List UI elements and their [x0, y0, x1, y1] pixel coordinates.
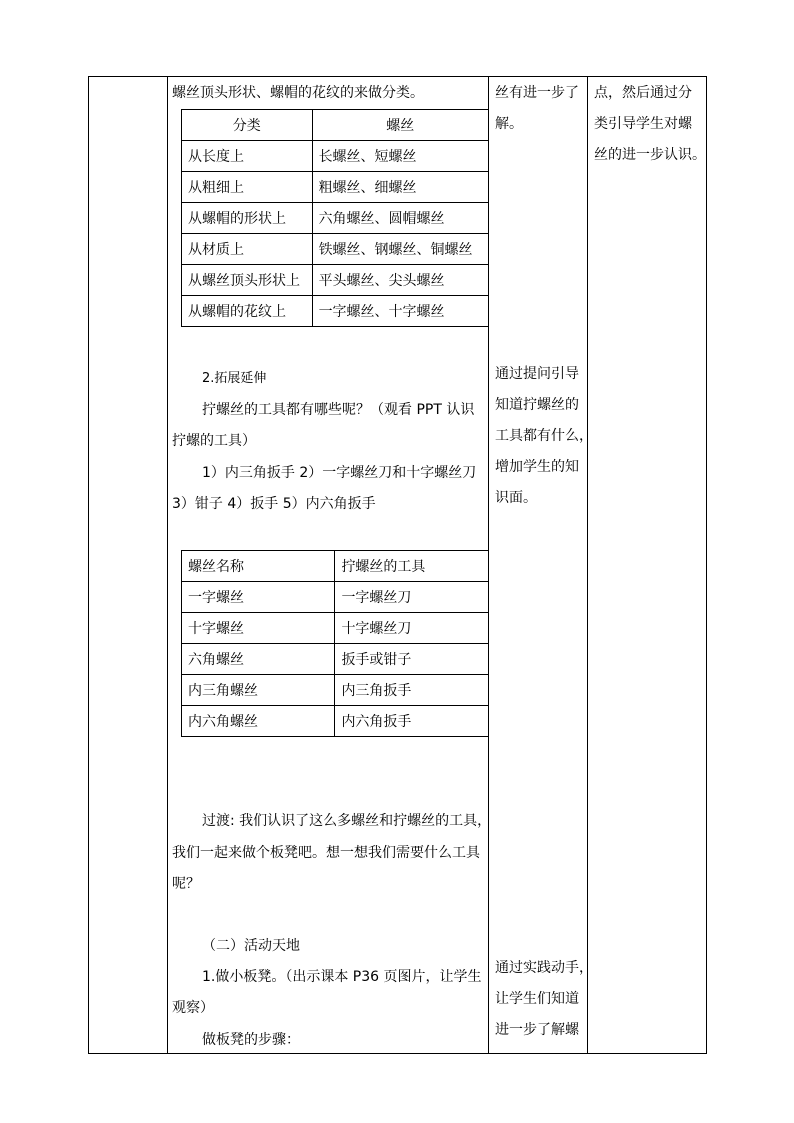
transition-line-2: 我们一起来做个板凳吧。想一想我们需要什么工具	[172, 845, 480, 861]
note-col3-line: 通过实践动手，	[495, 960, 593, 976]
tools-table	[181, 550, 489, 737]
table-row	[182, 141, 489, 172]
activity-line-1: 1.做小板凳。（出示课本 P36 页图片，让学生	[202, 969, 482, 985]
classification-table	[181, 109, 489, 327]
table-row	[182, 613, 489, 644]
table-cell: 内六角螺丝	[182, 706, 335, 737]
note-col3-line: 识面。	[495, 490, 537, 506]
table-cell: 从螺帽的花纹上	[182, 296, 313, 327]
activity-line-2: 观察）	[172, 1000, 214, 1016]
table-cell: 十字螺丝	[182, 613, 335, 644]
table-cell: 粗螺丝、细螺丝	[312, 172, 488, 203]
note-col3-line: 通过提问引导	[495, 366, 579, 382]
note-col3-line: 知道拧螺丝的	[495, 397, 579, 413]
table-header-cell: 分类	[182, 110, 313, 141]
column-divider-3	[587, 76, 588, 1054]
steps-label: 做板凳的步骤：	[202, 1032, 300, 1048]
table-cell: 扳手或钳子	[335, 644, 489, 675]
activity-heading: （二）活动天地	[202, 938, 300, 954]
transition-line-1: 过渡: 我们认识了这么多螺丝和拧螺丝的工具，	[202, 813, 492, 829]
table-cell: 一字螺丝刀	[335, 582, 489, 613]
table-cell: 长螺丝、短螺丝	[312, 141, 488, 172]
table-cell: 内三角螺丝	[182, 675, 335, 706]
tools-line-2: 3）钳子 4）扳手 5）内六角扳手	[172, 496, 376, 512]
intro-line: 螺丝顶头形状、螺帽的花纹的来做分类。	[172, 85, 424, 101]
table-row	[182, 234, 489, 265]
table-cell: 从粗细上	[182, 172, 313, 203]
note-col3-line: 进一步了解螺	[495, 1022, 579, 1038]
table-cell: 从螺丝顶头形状上	[182, 265, 313, 296]
tools-line-1: 1）内三角扳手 2）一字螺丝刀和十字螺丝刀	[202, 465, 477, 481]
table-row	[182, 265, 489, 296]
table-row	[182, 203, 489, 234]
note-col3-line: 工具都有什么，	[495, 428, 593, 444]
table-row	[182, 644, 489, 675]
note-col3-line: 解。	[495, 116, 523, 132]
table-cell: 内六角扳手	[335, 706, 489, 737]
table-header-cell: 螺丝名称	[182, 551, 335, 582]
table-header-row	[182, 551, 489, 582]
table-header-row	[182, 110, 489, 141]
transition-line-3: 呢？	[172, 876, 200, 892]
table-cell: 十字螺丝刀	[335, 613, 489, 644]
extend-heading: 2.拓展延伸	[202, 371, 267, 386]
table-cell: 平头螺丝、尖头螺丝	[312, 265, 488, 296]
note-col4-line: 点，然后通过分	[594, 85, 692, 101]
table-cell: 一字螺丝	[182, 582, 335, 613]
table-cell: 一字螺丝、十字螺丝	[312, 296, 488, 327]
extend-question-line-2: 拧螺的工具）	[172, 433, 256, 449]
table-cell: 六角螺丝	[182, 644, 335, 675]
note-col4-line: 丝的进一步认识。	[594, 147, 706, 163]
table-header-cell: 拧螺丝的工具	[335, 551, 489, 582]
note-col3-line: 增加学生的知	[495, 459, 579, 475]
table-row	[182, 582, 489, 613]
table-cell: 从螺帽的形状上	[182, 203, 313, 234]
table-header-cell: 螺丝	[312, 110, 488, 141]
table-row	[182, 675, 489, 706]
note-col3-line: 让学生们知道	[495, 991, 579, 1007]
table-cell: 内三角扳手	[335, 675, 489, 706]
table-cell: 从材质上	[182, 234, 313, 265]
note-col4-line: 类引导学生对螺	[594, 116, 692, 132]
table-cell: 从长度上	[182, 141, 313, 172]
table-row	[182, 706, 489, 737]
table-row	[182, 172, 489, 203]
note-col3-line: 丝有进一步了	[495, 85, 579, 101]
table-cell: 六角螺丝、圆帽螺丝	[312, 203, 488, 234]
extend-question-line-1: 拧螺丝的工具都有哪些呢？（观看 PPT 认识	[202, 402, 475, 418]
table-row	[182, 296, 489, 327]
column-divider-1	[167, 76, 168, 1054]
table-cell: 铁螺丝、钢螺丝、铜螺丝	[312, 234, 488, 265]
